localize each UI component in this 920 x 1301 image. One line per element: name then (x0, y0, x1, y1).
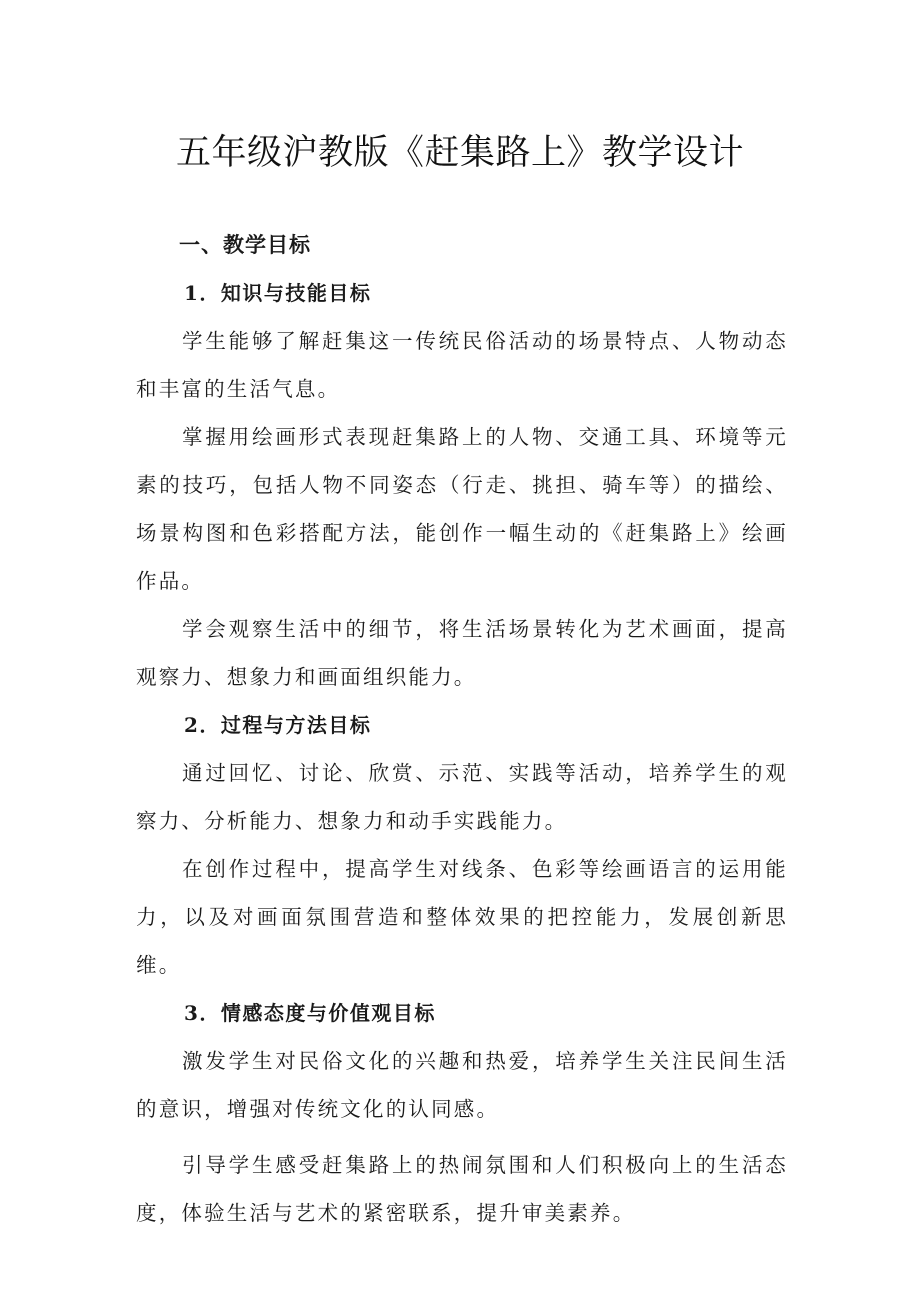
paragraph: 掌握用绘画形式表现赶集路上的人物、交通工具、环境等元素的技巧，包括人物不同姿态（行走、挑担、骑车等）的描绘、场景构图和色彩搭配方法，能创作一幅生动的《赶集路上》绘画作品。 (136, 425, 788, 593)
paragraph: 引导学生感受赶集路上的热闹氛围和人们积极向上的生活态度，体验生活与艺术的紧密联系，提升审美素养。 (136, 1153, 788, 1225)
paragraph: 在创作过程中，提高学生对线条、色彩等绘画语言的运用能力，以及对画面氛围营造和整体效果的把控能力，发展创新思维。 (136, 857, 788, 977)
paragraph: 通过回忆、讨论、欣赏、示范、实践等活动，培养学生的观察力、分析能力、想象力和动手实践能力。 (136, 761, 788, 833)
section-heading-teaching-goals: 一、教学目标 (179, 233, 311, 257)
document-title: 五年级沪教版《赶集路上》教学设计 (175, 133, 744, 173)
paragraph: 学会观察生活中的细节，将生活场景转化为艺术画面，提高观察力、想象力和画面组织能力。 (136, 617, 788, 689)
subheading-process-methods: 2．过程与方法目标 (184, 713, 372, 737)
document-body (136, 221, 788, 1237)
subheading-knowledge-skills: 1．知识与技能目标 (184, 281, 372, 305)
paragraph: 激发学生对民俗文化的兴趣和热爱，培养学生关注民间生活的意识，增强对传统文化的认同感。 (136, 1049, 788, 1121)
subheading-emotion-values: 3．情感态度与价值观目标 (184, 1001, 436, 1025)
paragraph: 学生能够了解赶集这一传统民俗活动的场景特点、人物动态和丰富的生活气息。 (136, 329, 788, 401)
